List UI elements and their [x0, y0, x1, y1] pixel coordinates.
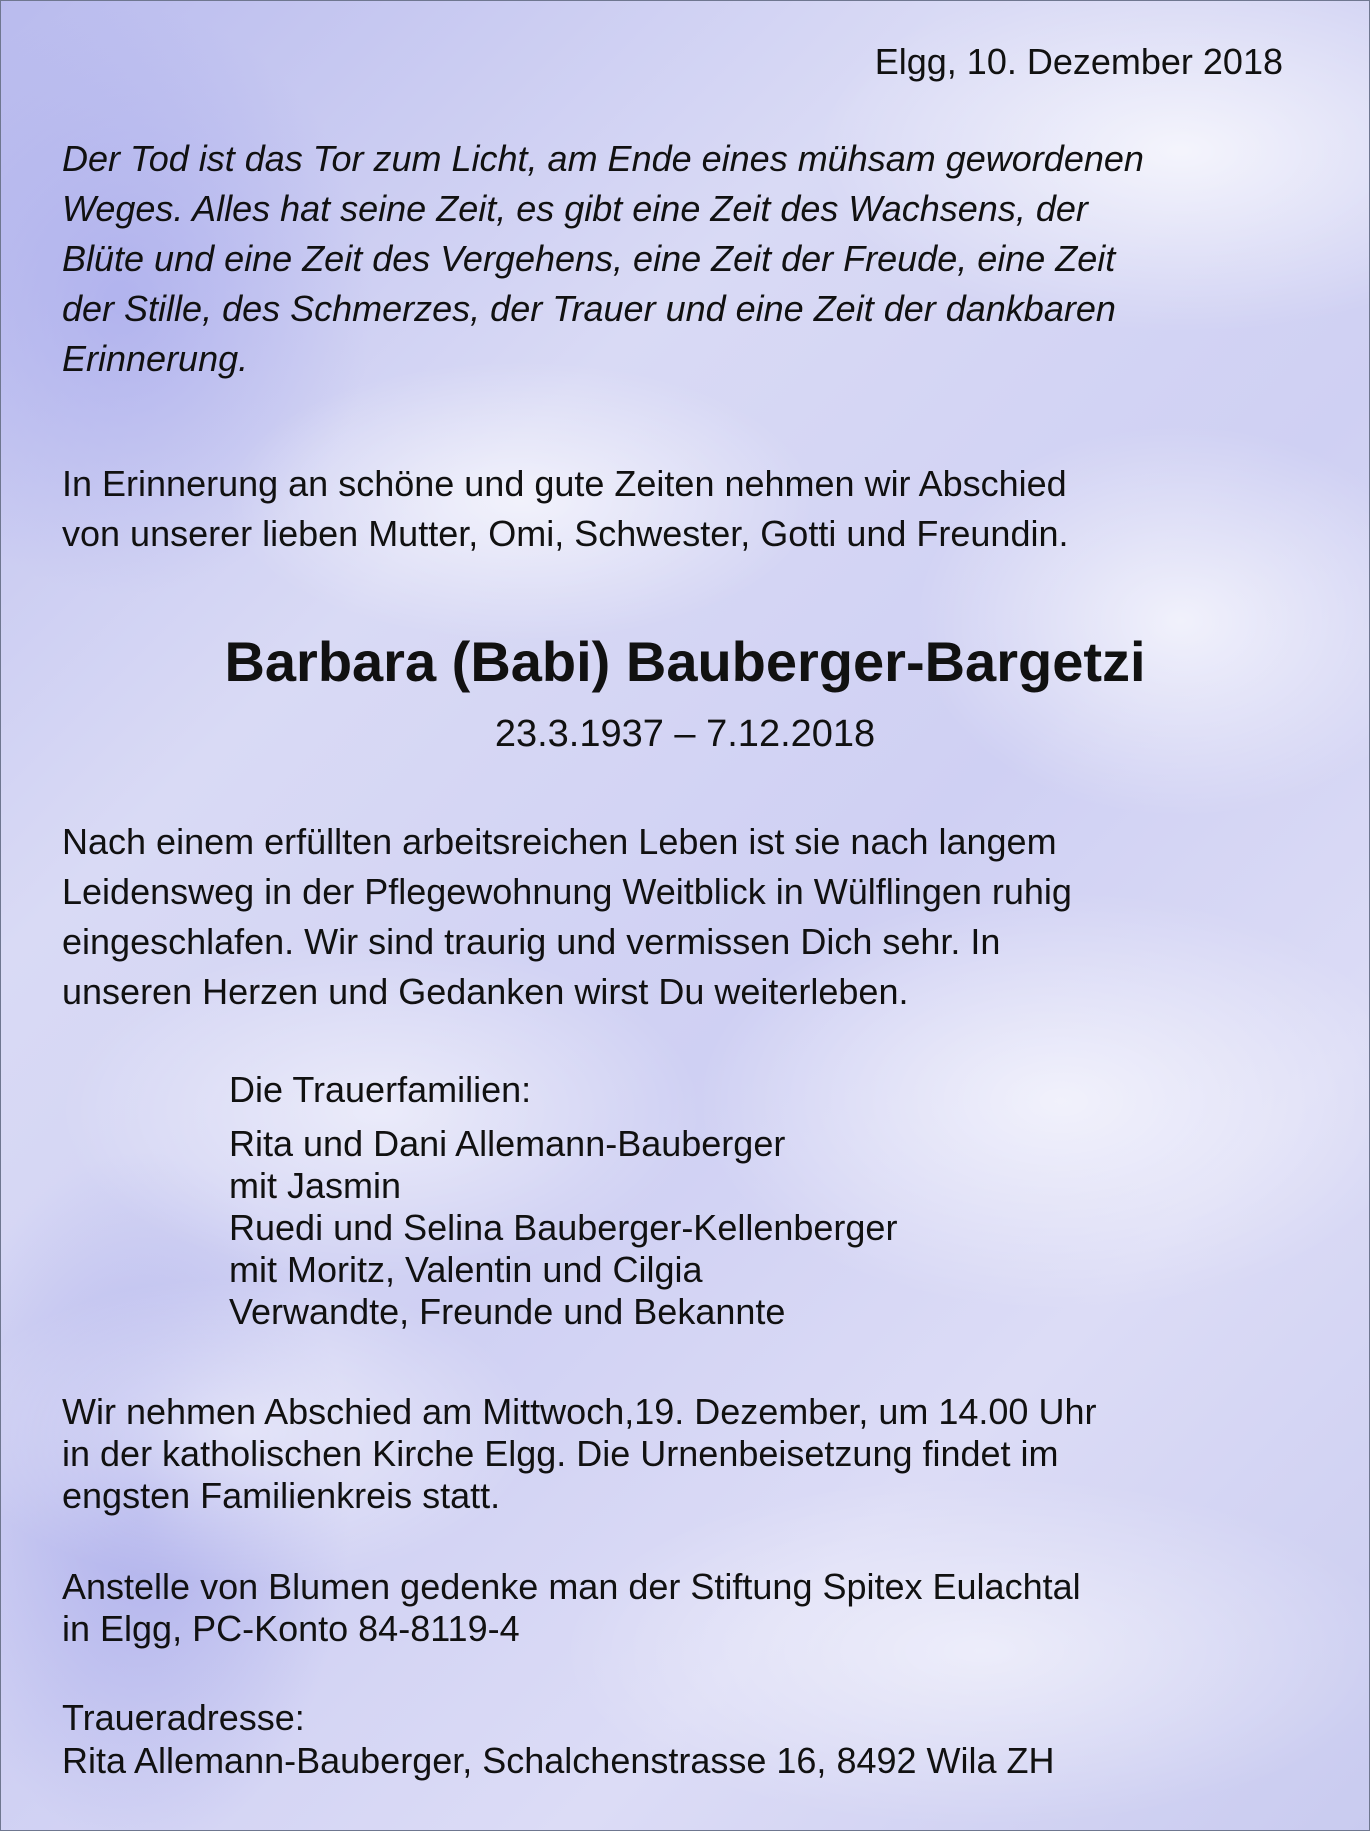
mourning-address: Rita Allemann-Bauberger, Schalchenstrasse 16, 8492 Wila ZH	[62, 1740, 1055, 1781]
life-dates: 23.3.1937 – 7.12.2018	[494, 713, 876, 755]
family-members-list: Rita und Dani Allemann-Bauberger mit Jasmin Ruedi und Selina Bauberger-Kellenberger mit Moritz, Valentin und Cilgia Verwandte, Freunde und Bekannte	[229, 1123, 898, 1332]
donation-information: Anstelle von Blumen gedenke man der Stiftung Spitex Eulachtal in Elgg, PC-Konto 84-8119-4	[62, 1566, 1081, 1649]
deceased-name: Barbara (Babi) Bauberger-Bargetzi	[224, 630, 1146, 693]
farewell-intro: In Erinnerung an schöne und gute Zeiten nehmen wir Abschied von unserer lieben Mutter, Omi, Schwester, Gotti und Freundin.	[62, 463, 1069, 554]
place-date: Elgg, 10. Dezember 2018	[874, 41, 1283, 82]
service-information: Wir nehmen Abschied am Mittwoch,19. Dezember, um 14.00 Uhr in der katholischen Kirche Elgg. Die Urnenbeisetzung findet im engsten Familienkreis statt.	[62, 1391, 1097, 1516]
family-title: Die Trauerfamilien:	[229, 1069, 532, 1110]
address-label: Traueradresse:	[62, 1697, 305, 1738]
memorial-quote: Der Tod ist das Tor zum Licht, am Ende eines mühsam gewordenen Weges. Alles hat seine Zeit, es gibt eine Zeit des Wachsens, der Blüte und eine Zeit des Vergehens, eine Zeit der Freude, eine Zeit der Stille, des Schmerzes, der Trauer und eine Zeit der dankbaren Erinnerung.	[62, 138, 1144, 379]
memorial-message: Nach einem erfüllten arbeitsreichen Leben ist sie nach langem Leidensweg in der Pflegewohnung Weitblick in Wülflingen ruhig eingeschlafen. Wir sind traurig und vermissen Dich sehr. In unseren Herzen und Gedanken wirst Du weiterleben.	[62, 821, 1072, 1012]
